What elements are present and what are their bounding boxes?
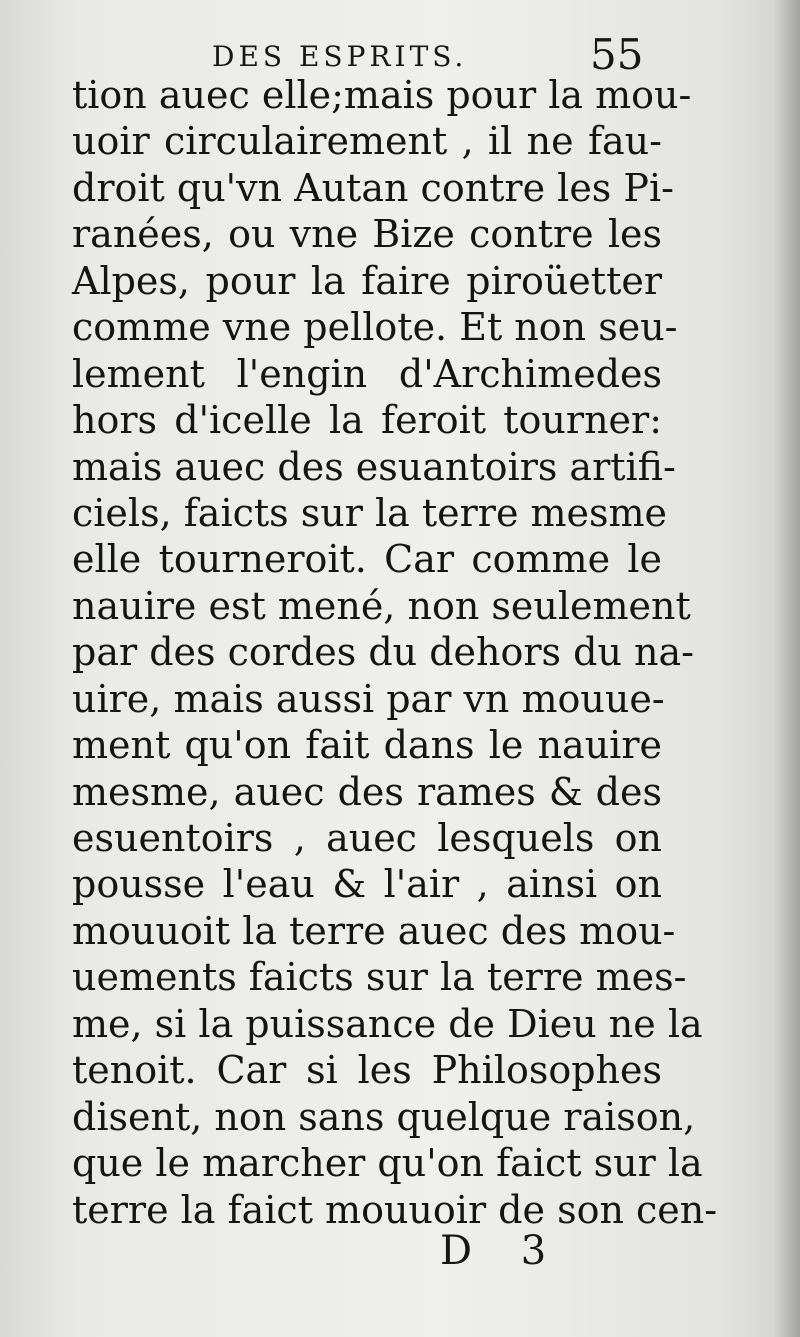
text-line: tion auec elle;mais pour la mou- bbox=[72, 73, 692, 117]
text-line: pousse l'eau & l'air , ainsi on bbox=[72, 862, 662, 907]
text-line: ranées, ou vne Bize contre les bbox=[72, 212, 662, 257]
running-head: DES ESPRITS. bbox=[212, 40, 468, 73]
body-text bbox=[72, 72, 718, 1233]
text-line: mesme, auec des rames & des bbox=[72, 769, 662, 814]
text-line: nauire est mené, non seulement bbox=[72, 583, 691, 628]
text-line: mouuoit la terre auec des mou- bbox=[72, 908, 676, 953]
text-line: par des cordes du dehors du na- bbox=[72, 630, 694, 675]
text-line: uoir circulairement , il ne fau- bbox=[72, 119, 662, 164]
text-line: tenoit. Car si les Philosophes bbox=[72, 1048, 662, 1093]
text-line: ment qu'on fait dans le nauire bbox=[72, 723, 662, 768]
text-line: uements faicts sur la terre mes- bbox=[72, 955, 687, 1000]
text-line: elle tourneroit. Car comme le bbox=[72, 537, 662, 582]
text-line: ciels, faicts sur la terre mesme bbox=[72, 490, 668, 535]
text-line: terre la faict mouuoir de son cen- bbox=[72, 1187, 718, 1232]
text-line: Alpes, pour la faire piroüetter bbox=[72, 258, 662, 303]
text-line: comme vne pellote. Et non seu- bbox=[72, 305, 678, 350]
text-line: esuentoirs , auec lesquels on bbox=[72, 816, 662, 860]
page-number: 55 bbox=[590, 30, 644, 79]
text-line: droit qu'vn Autan contre les Pi- bbox=[72, 165, 674, 210]
text-line: disent, non sans quelque raison, bbox=[72, 1094, 696, 1139]
text-line: mais auec des esuantoirs artifi- bbox=[72, 444, 676, 489]
text-line: me, si la puissance de Dieu ne la bbox=[72, 1001, 703, 1046]
text-line: lement l'engin d'Archimedes bbox=[72, 351, 662, 396]
text-line: que le marcher qu'on faict sur la bbox=[72, 1141, 703, 1186]
text-line: uire, mais aussi par vn mouue- bbox=[72, 676, 665, 721]
text-line: hors d'icelle la feroit tourner: bbox=[72, 398, 662, 443]
signature-mark: D 3 bbox=[440, 1228, 565, 1274]
